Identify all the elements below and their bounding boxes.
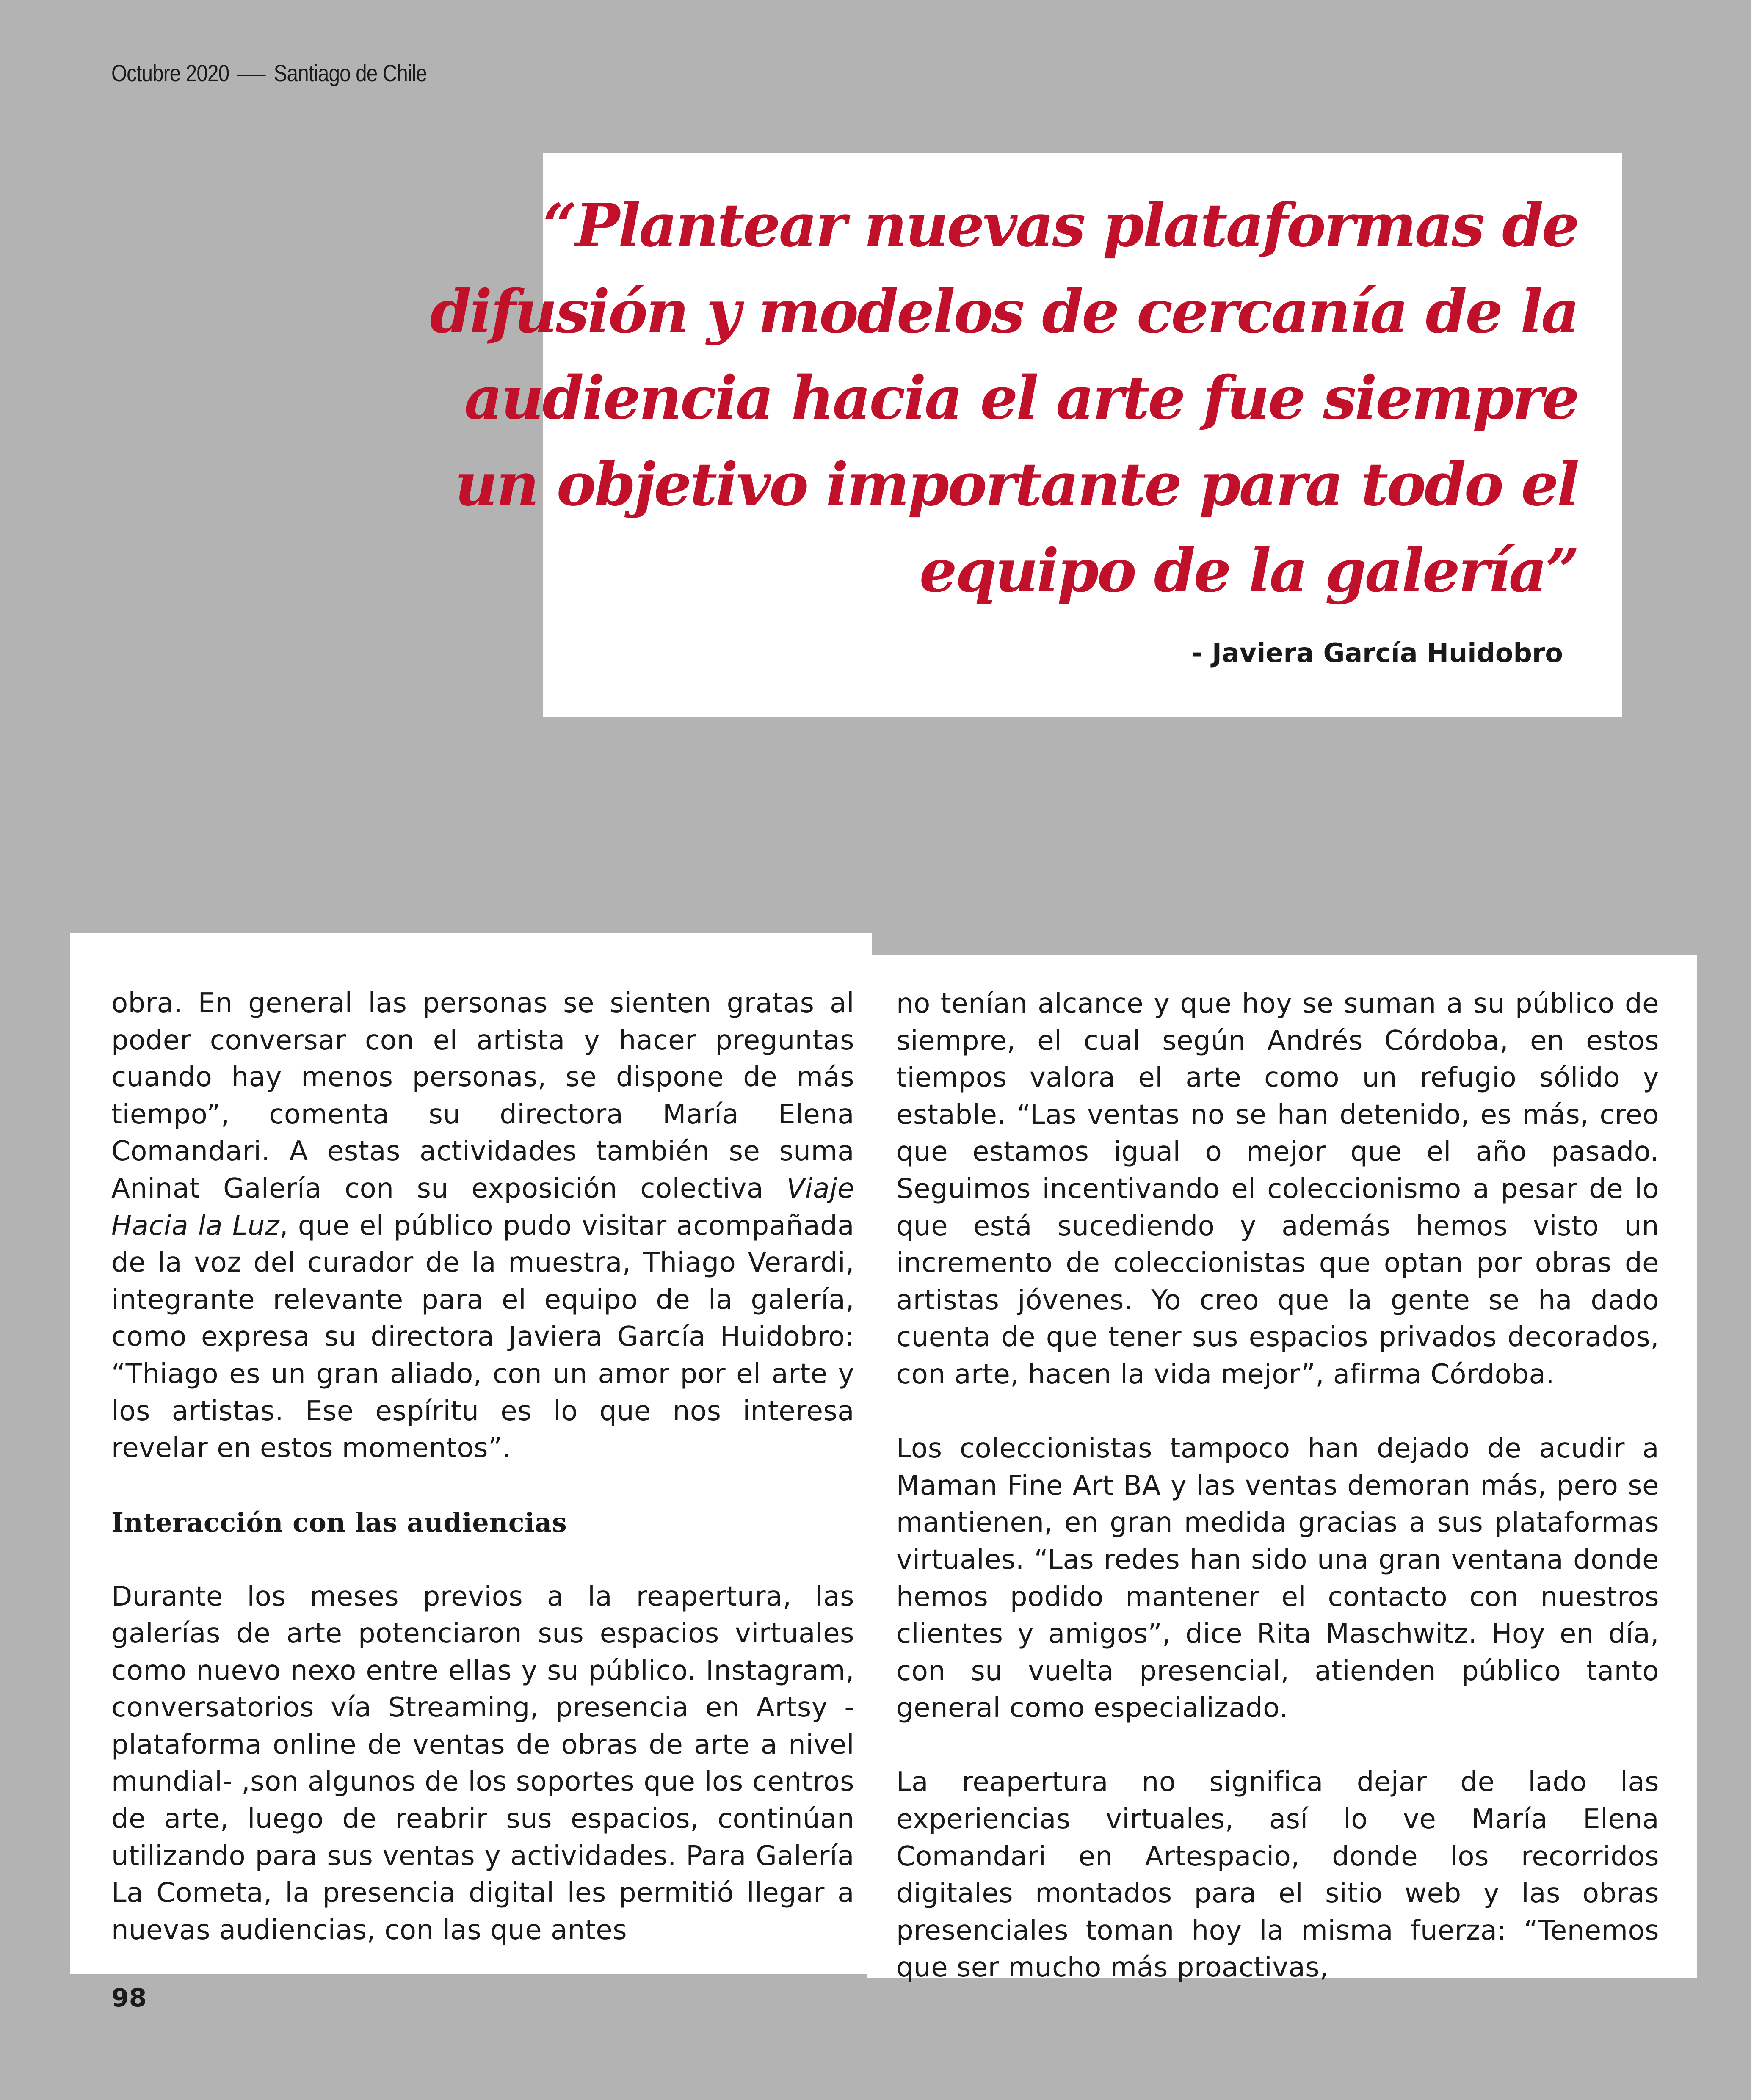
left-column — [70, 933, 872, 1974]
paragraph-text: , que el público pudo visitar acompañada de la voz del curador de la muestra, Thiago Verardi, integrante relevante para el equipo de la galería, como expresa su directora Javiera García Huidobro: “Thiago es un gran aliado, con un amor por el arte y los artistas. Ese espíritu es lo que nos interesa revelar en estos momentos”. — [111, 1210, 854, 1464]
section-heading: Interacción con las audiencias — [111, 1507, 567, 1538]
paragraph: no tenían alcance y que hoy se suman a su público de siempre, el cual según Andrés Córdoba, en estos tiempos valora el arte como un refugio sólido y estable. “Las ventas no se han detenido, es más, creo que estamos igual o mejor que el año pasado. Seguimos incentivando el coleccionismo a pesar de lo que está sucediendo y además hemos visto un incremento de coleccionistas que optan por obras de artistas jóvenes. Yo creo que la gente se ha dado cuenta de que tener sus espacios privados decorados, con arte, hacen la vida mejor”, afirma Córdoba. — [896, 988, 1659, 1390]
pull-quote-line: equipo de la galería” — [919, 536, 1578, 606]
exhibition-title: Viaje Hacia la Luz — [111, 1173, 854, 1242]
pull-quote-box — [430, 153, 1622, 717]
pull-quote-line: audiencia hacia el arte fue siempre — [464, 364, 1578, 433]
page-number: 98 — [111, 1983, 147, 2013]
right-column — [867, 955, 1697, 1984]
paragraph: Los coleccionistas tampoco han dejado de acudir a Maman Fine Art BA y las ventas demoran más, pero se mantienen, en gran medida gracias a sus plataformas virtuales. “Las redes han sido una gran ventana donde hemos podido mantener el contacto con nuestros clientes y amigos”, dice Rita Maschwitz. Hoy en día, con su vuelta presencial, atienden público tanto general como especializado. — [896, 1433, 1659, 1724]
pull-quote — [430, 182, 1578, 614]
header-date: Octubre 2020 — [111, 60, 229, 86]
paragraph — [111, 985, 854, 1467]
header-location: Santiago de Chile — [273, 60, 427, 86]
pull-quote-line: difusión y modelos de cercanía de la — [430, 277, 1578, 347]
header-dash — [237, 75, 266, 76]
paragraph: La reapertura no significa dejar de lado las experiencias virtuales, así lo ve María Elena Comandari en Artespacio, donde los recorridos digitales montados para el sitio web y las obras presenciales toman hoy la misma fuerza: “Tenemos que ser mucho más proactivas, — [896, 1766, 1659, 1984]
quote-author: - Javiera García Huidobro — [1192, 637, 1563, 668]
page-header — [111, 59, 427, 87]
pull-quote-line: “Plantear nuevas plataformas de — [543, 191, 1578, 260]
paragraph-text: obra. En general las personas se sienten gratas al poder conversar con el artista y hacer preguntas cuando hay menos personas, se dispone de más tiempo”, comenta su directora María Elena Comandari. A estas actividades también se suma Aninat Galería con su exposición colectiva — [111, 988, 854, 1204]
pull-quote-line: un objetivo importante para todo el — [455, 450, 1578, 519]
paragraph: Durante los meses previos a la reapertura, las galerías de arte potenciaron sus espacios virtuales como nuevo nexo entre ellas y su público. Instagram, conversatorios vía Streaming, presencia en Artsy -plataforma online de ventas de obras de arte a nivel mundial- ,son algunos de los soportes que los centros de arte, luego de reabrir sus espacios, continúan utilizando para sus ventas y actividades. Para Galería La Cometa, la presencia digital les permitió llegar a nuevas audiencias, con las que antes — [111, 1581, 854, 1946]
